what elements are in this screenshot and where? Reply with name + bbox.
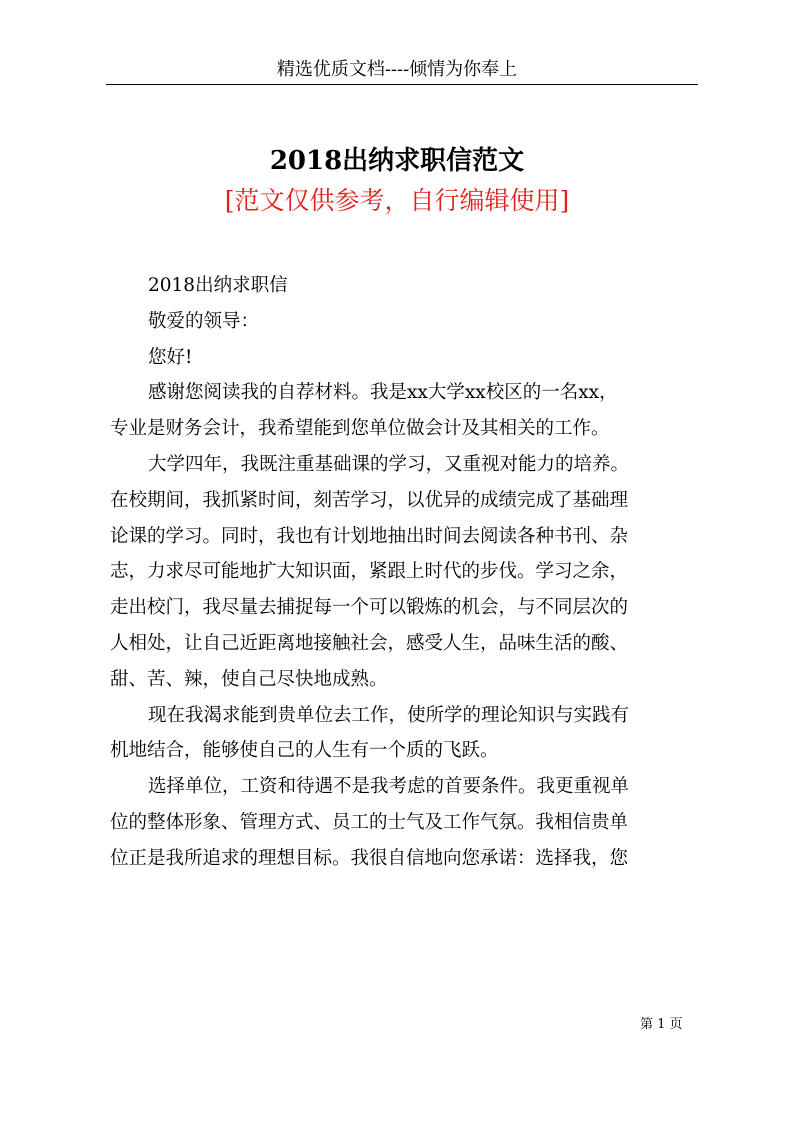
body-line: 志，力求尽可能地扩大知识面，紧跟上时代的步伐。学习之余， bbox=[110, 561, 629, 583]
body-line: 位的整体形象、管理方式、员工的士气及工作气氛。我相信贵单 bbox=[110, 811, 629, 833]
document-title: 2018出纳求职信范文 bbox=[269, 146, 525, 176]
body-line: 论课的学习。同时，我也有计划地抽出时间去阅读各种书刊、杂 bbox=[110, 525, 629, 547]
body-line: 专业是财务会计，我希望能到您单位做会计及其相关的工作。 bbox=[110, 418, 610, 440]
page-number: 第 1 页 bbox=[640, 1017, 683, 1032]
page-header: 精选优质文档----倾情为你奉上 bbox=[276, 59, 518, 80]
body-line: 敬爱的领导： bbox=[148, 310, 260, 332]
body-line: 位正是我所追求的理想目标。我很自信地向您承诺：选择我，您 bbox=[110, 847, 629, 869]
body-line: 人相处，让自己近距离地接触社会，感受人生，品味生活的酸、 bbox=[110, 632, 629, 654]
document-body bbox=[110, 268, 698, 877]
body-line: 您好! bbox=[148, 346, 193, 368]
body-line: 甜、苦、辣，使自己尽快地成熟。 bbox=[110, 668, 388, 690]
body-line: 现在我渴求能到贵单位去工作，使所学的理论知识与实践有 bbox=[148, 704, 630, 726]
body-line: 在校期间，我抓紧时间，刻苦学习，以优异的成绩完成了基础理 bbox=[110, 489, 629, 511]
body-line: 选择单位，工资和待遇不是我考虑的首要条件。我更重视单 bbox=[148, 776, 630, 798]
body-line: 走出校门，我尽量去捕捉每一个可以锻炼的机会，与不同层次的 bbox=[110, 597, 629, 619]
body-line: 感谢您阅读我的自荐材料。我是xx大学xx校区的一名xx， bbox=[148, 382, 618, 404]
body-line: 机地结合，能够使自己的人生有一个质的飞跃。 bbox=[110, 740, 499, 762]
body-line: 2018出纳求职信 bbox=[148, 275, 288, 296]
document-subtitle: [范文仅供参考，自行编辑使用] bbox=[224, 186, 570, 215]
header-rule bbox=[106, 84, 698, 85]
body-line: 大学四年，我既注重基础课的学习，又重视对能力的培养。 bbox=[148, 453, 630, 475]
